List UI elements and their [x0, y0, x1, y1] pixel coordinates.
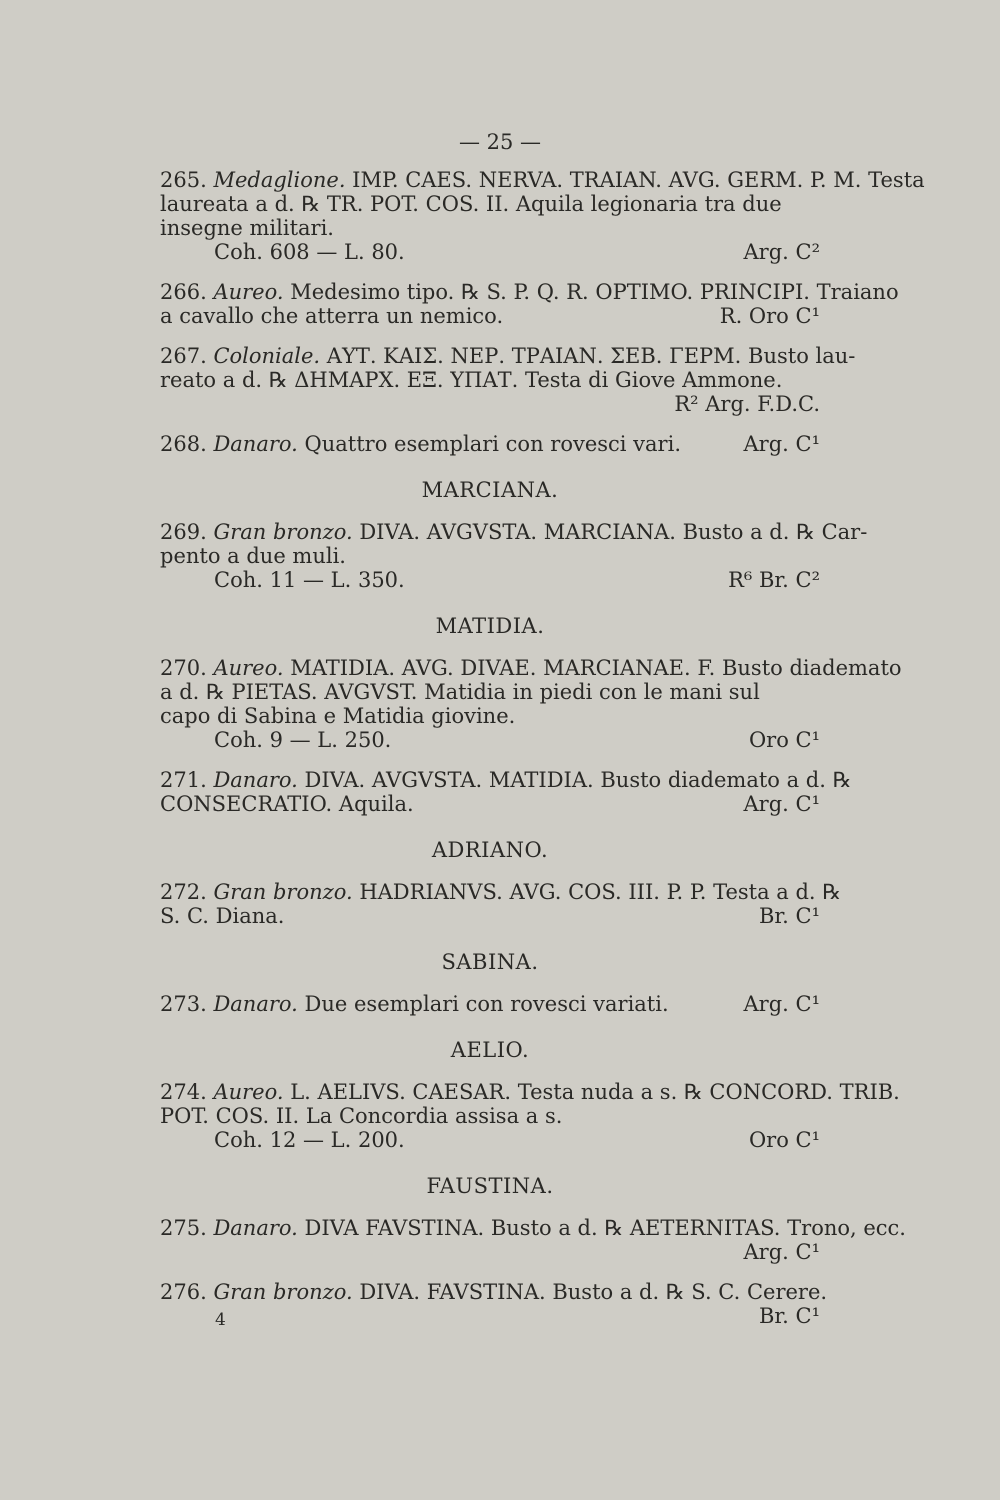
entry-text: Coh. 11 — L. 350. — [214, 568, 405, 592]
entry-text: DIVA. AVGVSTA. MARCIANA. Busto a d. ℞ Car- — [352, 520, 868, 544]
catalog-entry — [160, 432, 820, 456]
entry-text: L. AELIVS. CAESAR. Testa nuda a s. ℞ CONCORD. TRIB. — [283, 1080, 900, 1104]
rarity-metal: R. Oro C¹ — [719, 304, 820, 328]
entry-line — [160, 304, 820, 328]
entry-number: 265. — [160, 168, 207, 192]
rarity-metal: R⁶ Br. C² — [728, 568, 820, 592]
entry-number: 275. — [160, 1216, 207, 1240]
catalog-entry — [160, 520, 868, 592]
catalog-entry — [160, 656, 902, 752]
entry-line — [160, 344, 856, 368]
coin-type: Aureo. — [213, 656, 284, 680]
entry-line — [160, 392, 820, 416]
page-number: — 25 — — [458, 130, 542, 154]
entry-line — [160, 1080, 900, 1104]
entry-text: S. C. Diana. — [160, 904, 285, 928]
entry-line — [160, 768, 852, 792]
entry-text: HADRIANVS. AVG. COS. III. P. P. Testa a d. ℞ — [352, 880, 842, 904]
coin-type: Medaglione. — [213, 168, 346, 192]
entry-number: 273. — [160, 992, 207, 1016]
rarity-metal: Br. C¹ — [758, 1304, 820, 1328]
entry-text: a d. ℞ PIETAS. AVGVST. Matidia in piedi con le mani sul — [160, 680, 760, 704]
section-heading: SABINA. — [441, 950, 539, 974]
catalog-entry — [160, 768, 852, 816]
entry-line — [160, 1128, 820, 1152]
rarity-metal: Arg. C¹ — [743, 992, 820, 1016]
entry-line — [160, 792, 820, 816]
entry-text: DIVA. AVGVSTA. MATIDIA. Busto diademato a d. ℞ — [297, 768, 852, 792]
entry-number: 272. — [160, 880, 207, 904]
rarity-metal: Arg. C¹ — [743, 1240, 820, 1264]
section-heading: FAUSTINA. — [426, 1174, 554, 1198]
rarity-metal: R² Arg. F.D.C. — [674, 392, 820, 416]
coin-type: Danaro. — [213, 992, 298, 1016]
entry-text: DIVA. FAVSTINA. Busto a d. ℞ S. C. Cerere. — [352, 1280, 828, 1304]
entry-number: 274. — [160, 1080, 207, 1104]
entry-text: laureata a d. ℞ TR. POT. COS. II. Aquila legionaria tra due — [160, 192, 782, 216]
entry-line — [160, 240, 820, 264]
entry-line — [160, 1216, 906, 1240]
catalog-content — [160, 168, 925, 1344]
catalog-entry — [160, 168, 925, 264]
entry-line — [160, 520, 868, 544]
entry-line — [160, 728, 820, 752]
coin-type: Coloniale. — [213, 344, 321, 368]
entry-text: Due esemplari con rovesci variati. — [297, 992, 669, 1016]
section-heading: MATIDIA. — [435, 614, 545, 638]
entry-text: ΑΥΤ. ΚΑΙΣ. ΝΕΡ. ΤΡΑΙΑΝ. ΣΕΒ. ΓΕΡΜ. Busto lau- — [320, 344, 856, 368]
entry-text: Coh. 608 — L. 80. — [214, 240, 405, 264]
coin-type: Gran bronzo. — [213, 520, 353, 544]
entry-line — [160, 1240, 820, 1264]
entry-text: POT. COS. II. La Concordia assisa a s. — [160, 1104, 563, 1128]
entry-text: capo di Sabina e Matidia giovine. — [160, 704, 516, 728]
entry-line — [160, 680, 820, 704]
entry-line — [160, 192, 820, 216]
entry-line — [160, 280, 899, 304]
rarity-metal: Oro C¹ — [748, 1128, 820, 1152]
entry-text: Quattro esemplari con rovesci vari. — [297, 432, 681, 456]
catalog-entry — [160, 992, 820, 1016]
coin-type: Aureo. — [213, 280, 284, 304]
entry-text: pento a due muli. — [160, 544, 346, 568]
entry-line — [160, 1104, 820, 1128]
entry-line — [160, 880, 842, 904]
rarity-metal: Oro C¹ — [748, 728, 820, 752]
section-heading: AELIO. — [450, 1038, 530, 1062]
rarity-metal: Arg. C¹ — [743, 792, 820, 816]
entry-line — [160, 216, 820, 240]
entry-number: 266. — [160, 280, 207, 304]
entry-text: a cavallo che atterra un nemico. — [160, 304, 504, 328]
entry-line — [160, 904, 820, 928]
catalog-entry — [160, 344, 856, 416]
catalog-entry — [160, 1216, 906, 1264]
entry-number: 276. — [160, 1280, 207, 1304]
entry-text: insegne militari. — [160, 216, 334, 240]
coin-type: Danaro. — [213, 768, 298, 792]
entry-text: Coh. 9 — L. 250. — [214, 728, 392, 752]
entry-line — [160, 656, 902, 680]
coin-type: Aureo. — [213, 1080, 284, 1104]
entry-number: 267. — [160, 344, 207, 368]
signature-mark: 4 — [215, 1310, 226, 1330]
entry-text: CONSECRATIO. Aquila. — [160, 792, 414, 816]
coin-type: Danaro. — [213, 1216, 298, 1240]
entry-line — [160, 168, 925, 192]
entry-number: 270. — [160, 656, 207, 680]
entry-text: MATIDIA. AVG. DIVAE. MARCIANAE. F. Busto diademato — [283, 656, 902, 680]
coin-type: Danaro. — [213, 432, 298, 456]
section-heading: MARCIANA. — [421, 478, 559, 502]
entry-number: 268. — [160, 432, 207, 456]
entry-line — [160, 544, 820, 568]
entry-line — [160, 992, 820, 1016]
entry-line — [160, 704, 820, 728]
catalog-entry — [160, 1280, 828, 1328]
entry-text: Coh. 12 — L. 200. — [214, 1128, 405, 1152]
catalog-entry — [160, 880, 842, 928]
entry-number: 269. — [160, 520, 207, 544]
section-heading: ADRIANO. — [431, 838, 549, 862]
catalog-entry — [160, 1080, 900, 1152]
entry-line — [160, 432, 820, 456]
entry-text: IMP. CAES. NERVA. TRAIAN. AVG. GERM. P. M. Testa — [345, 168, 925, 192]
coin-type: Gran bronzo. — [213, 1280, 353, 1304]
entry-text: DIVA FAVSTINA. Busto a d. ℞ AETERNITAS. Trono, ecc. — [297, 1216, 906, 1240]
entry-line — [160, 568, 820, 592]
entry-number: 271. — [160, 768, 207, 792]
rarity-metal: Arg. C¹ — [743, 432, 820, 456]
catalog-entry — [160, 280, 899, 328]
entry-text: reato a d. ℞ ΔΗΜΑΡΧ. ΕΞ. ΥΠΑΤ. Testa di Giove Ammone. — [160, 368, 783, 392]
rarity-metal: Br. C¹ — [758, 904, 820, 928]
entry-line — [160, 1304, 820, 1328]
entry-line — [160, 1280, 828, 1304]
coin-type: Gran bronzo. — [213, 880, 353, 904]
rarity-metal: Arg. C² — [743, 240, 820, 264]
entry-text: Medesimo tipo. ℞ S. P. Q. R. OPTIMO. PRINCIPI. Traiano — [283, 280, 899, 304]
entry-line — [160, 368, 820, 392]
